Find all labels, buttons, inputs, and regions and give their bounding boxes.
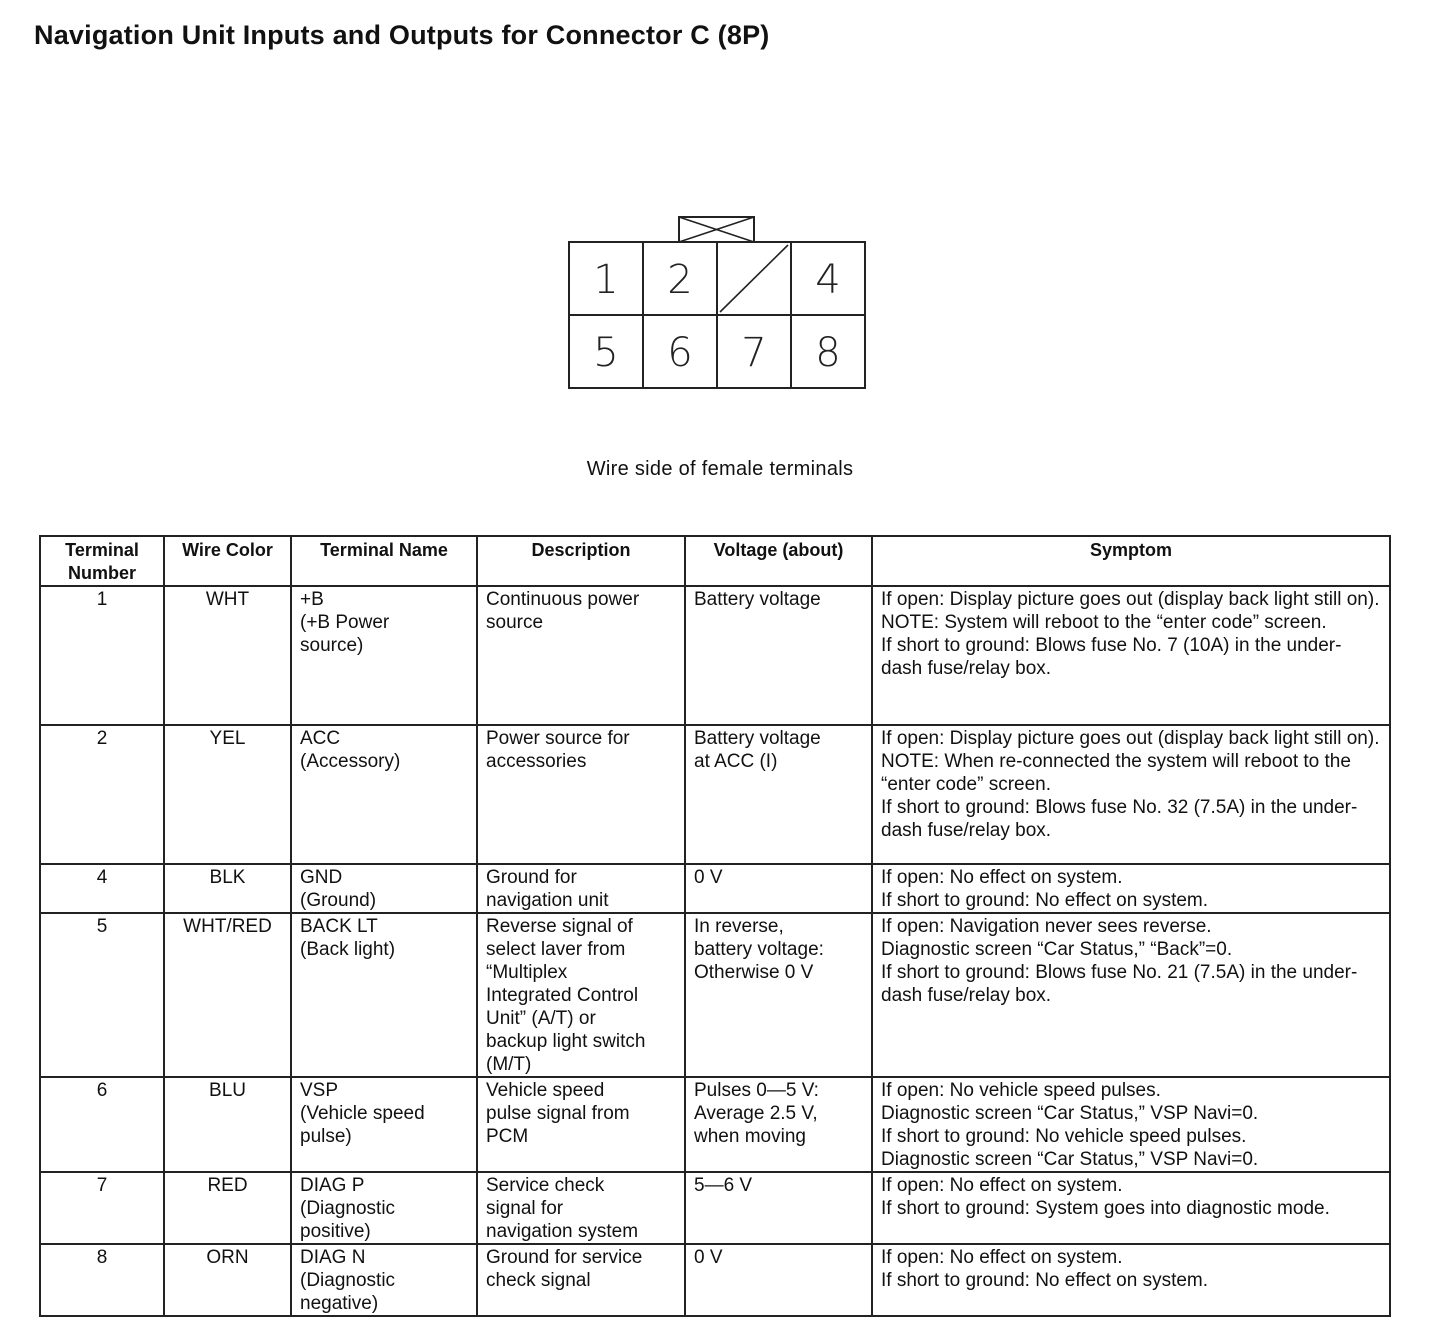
terminal-number-cell: 2 <box>40 725 164 864</box>
voltage-cell <box>685 586 872 725</box>
voltage-line: In reverse, <box>694 916 784 937</box>
wire-color-cell: BLU <box>164 1077 291 1172</box>
terminal-name-line: pulse) <box>300 1126 352 1147</box>
description-line: pulse signal from <box>486 1103 630 1124</box>
table-body <box>40 586 1390 1316</box>
voltage-line: when moving <box>694 1126 806 1147</box>
symptom-cell <box>872 725 1390 864</box>
voltage-line: 0 V <box>694 1247 723 1268</box>
voltage-line: Otherwise 0 V <box>694 962 814 983</box>
wire-color-cell: WHT/RED <box>164 913 291 1077</box>
wire-color-cell: RED <box>164 1172 291 1244</box>
table-row <box>40 1172 1390 1244</box>
diagram-caption: Wire side of female terminals <box>586 458 854 480</box>
table-row <box>40 586 1390 725</box>
voltage-line: battery voltage: <box>694 939 824 960</box>
terminal-name-line: VSP <box>300 1080 339 1101</box>
terminal-name-cell <box>291 725 477 864</box>
wire-color-cell: ORN <box>164 1244 291 1316</box>
description-cell <box>477 1077 685 1172</box>
empty-cavity-slash <box>720 245 788 312</box>
description-cell <box>477 725 685 864</box>
header-wire-color: Wire Color <box>164 536 291 586</box>
description-cell <box>477 864 685 913</box>
symptom-line: Diagnostic screen “Car Status,” “Back”=0. <box>881 939 1233 960</box>
table-row <box>40 1244 1390 1316</box>
voltage-line: 0 V <box>694 867 723 888</box>
symptom-cell <box>872 586 1390 725</box>
connector-face <box>568 215 866 389</box>
description-line: PCM <box>486 1126 529 1147</box>
symptom-line: If open: No vehicle speed pulses. <box>881 1080 1161 1101</box>
table-header-row <box>40 536 1390 586</box>
symptom-line: NOTE: System will reboot to the “enter code” screen. <box>881 612 1327 633</box>
description-line: (M/T) <box>486 1054 532 1075</box>
symptom-line: If short to ground: Blows fuse No. 7 (10A) in the under-dash fuse/relay box. <box>881 635 1342 679</box>
terminal-name-cell <box>291 586 477 725</box>
table-row <box>40 725 1390 864</box>
symptom-line: If short to ground: No effect on system. <box>881 1270 1209 1291</box>
pin-6: 6 <box>667 330 693 376</box>
wire-color-cell: YEL <box>164 725 291 864</box>
terminal-name-cell <box>291 1077 477 1172</box>
terminal-name-line: source) <box>300 635 364 656</box>
description-cell <box>477 586 685 725</box>
description-line: source <box>486 612 544 633</box>
terminal-name-cell <box>291 1172 477 1244</box>
description-line: signal for <box>486 1198 564 1219</box>
symptom-cell <box>872 864 1390 913</box>
header-voltage: Voltage (about) <box>685 536 872 586</box>
symptom-line: If open: Display picture goes out (display back light still on). <box>881 589 1380 610</box>
header-symptom: Symptom <box>872 536 1390 586</box>
table-row <box>40 1077 1390 1172</box>
symptom-cell <box>872 913 1390 1077</box>
voltage-cell <box>685 864 872 913</box>
terminal-name-line: BACK LT <box>300 916 378 937</box>
terminal-number-cell: 7 <box>40 1172 164 1244</box>
symptom-line: If open: No effect on system. <box>881 867 1123 888</box>
io-table <box>39 535 1391 1317</box>
header-terminal-name: Terminal Name <box>291 536 477 586</box>
description-line: navigation system <box>486 1221 639 1242</box>
description-line: select laver from <box>486 939 626 960</box>
terminal-name-line: DIAG N <box>300 1247 366 1268</box>
description-line: check signal <box>486 1270 591 1291</box>
header-description: Description <box>477 536 685 586</box>
terminal-name-line: (Diagnostic <box>300 1198 396 1219</box>
header-terminal-number: Terminal Number <box>40 536 164 586</box>
voltage-line: at ACC (I) <box>694 751 778 772</box>
terminal-name-line: positive) <box>300 1221 371 1242</box>
table-row <box>40 913 1390 1077</box>
symptom-line: Diagnostic screen “Car Status,” VSP Navi=0. <box>881 1103 1259 1124</box>
description-line: navigation unit <box>486 890 609 911</box>
pin-2: 2 <box>667 257 693 303</box>
symptom-line: If short to ground: Blows fuse No. 21 (7.5A) in the under-dash fuse/relay box. <box>881 962 1358 1006</box>
symptom-cell <box>872 1244 1390 1316</box>
voltage-line: Battery voltage <box>694 589 821 610</box>
terminal-number-cell: 8 <box>40 1244 164 1316</box>
symptom-line: If short to ground: No vehicle speed pulses. <box>881 1126 1247 1147</box>
description-line: Reverse signal of <box>486 916 633 937</box>
table-row <box>40 864 1390 913</box>
terminal-name-line: DIAG P <box>300 1175 365 1196</box>
terminal-name-line: (Diagnostic <box>300 1270 396 1291</box>
description-line: Ground for <box>486 867 577 888</box>
pin-7: 7 <box>741 330 767 376</box>
terminal-name-cell <box>291 864 477 913</box>
description-line: Vehicle speed <box>486 1080 605 1101</box>
symptom-cell <box>872 1077 1390 1172</box>
pin-4: 4 <box>815 257 841 303</box>
terminal-name-line: +B <box>300 589 324 610</box>
pin-5: 5 <box>593 330 619 376</box>
description-line: Service check <box>486 1175 605 1196</box>
voltage-cell <box>685 1077 872 1172</box>
terminal-name-line: ACC <box>300 728 341 749</box>
description-line: Continuous power <box>486 589 640 610</box>
terminal-number-cell: 6 <box>40 1077 164 1172</box>
voltage-cell <box>685 725 872 864</box>
symptom-line: If open: Display picture goes out (display back light still on). <box>881 728 1380 749</box>
wire-color-cell: WHT <box>164 586 291 725</box>
symptom-line: If open: No effect on system. <box>881 1175 1123 1196</box>
description-line: Ground for service <box>486 1247 643 1268</box>
terminal-number-cell: 5 <box>40 913 164 1077</box>
pin-1: 1 <box>593 257 619 303</box>
description-line: “Multiplex <box>486 962 568 983</box>
description-cell <box>477 1244 685 1316</box>
terminal-name-line: (Accessory) <box>300 751 401 772</box>
description-line: Unit” (A/T) or <box>486 1008 596 1029</box>
voltage-line: Pulses 0—5 V: <box>694 1080 819 1101</box>
symptom-line: If short to ground: System goes into diagnostic mode. <box>881 1198 1330 1219</box>
description-line: backup light switch <box>486 1031 646 1052</box>
connector-diagram <box>568 215 866 389</box>
wire-color-cell: BLK <box>164 864 291 913</box>
voltage-line: 5—6 V <box>694 1175 753 1196</box>
symptom-line: If short to ground: Blows fuse No. 32 (7.5A) in the under-dash fuse/relay box. <box>881 797 1358 841</box>
terminal-name-line: (Back light) <box>300 939 396 960</box>
symptom-line: If short to ground: No effect on system. <box>881 890 1209 911</box>
terminal-name-line: GND <box>300 867 343 888</box>
voltage-line: Average 2.5 V, <box>694 1103 818 1124</box>
description-line: Integrated Control <box>486 985 639 1006</box>
symptom-line: If open: No effect on system. <box>881 1247 1123 1268</box>
page-title: Navigation Unit Inputs and Outputs for Connector C (8P) <box>34 20 770 50</box>
description-cell <box>477 1172 685 1244</box>
description-cell <box>477 913 685 1077</box>
voltage-cell <box>685 1172 872 1244</box>
terminal-name-line: negative) <box>300 1293 379 1314</box>
symptom-line: NOTE: When re-connected the system will reboot to the “enter code” screen. <box>881 751 1351 795</box>
symptom-line: Diagnostic screen “Car Status,” VSP Navi=0. <box>881 1149 1259 1170</box>
description-line: accessories <box>486 751 587 772</box>
voltage-cell <box>685 913 872 1077</box>
description-line: Power source for <box>486 728 630 749</box>
symptom-line: If open: Navigation never sees reverse. <box>881 916 1212 937</box>
voltage-line: Battery voltage <box>694 728 821 749</box>
terminal-name-line: (Vehicle speed <box>300 1103 425 1124</box>
terminal-name-line: (+B Power <box>300 612 390 633</box>
terminal-number-cell: 1 <box>40 586 164 725</box>
voltage-cell <box>685 1244 872 1316</box>
pin-8: 8 <box>815 330 841 376</box>
symptom-cell <box>872 1172 1390 1244</box>
terminal-number-cell: 4 <box>40 864 164 913</box>
terminal-name-cell <box>291 1244 477 1316</box>
terminal-name-cell <box>291 913 477 1077</box>
terminal-name-line: (Ground) <box>300 890 377 911</box>
